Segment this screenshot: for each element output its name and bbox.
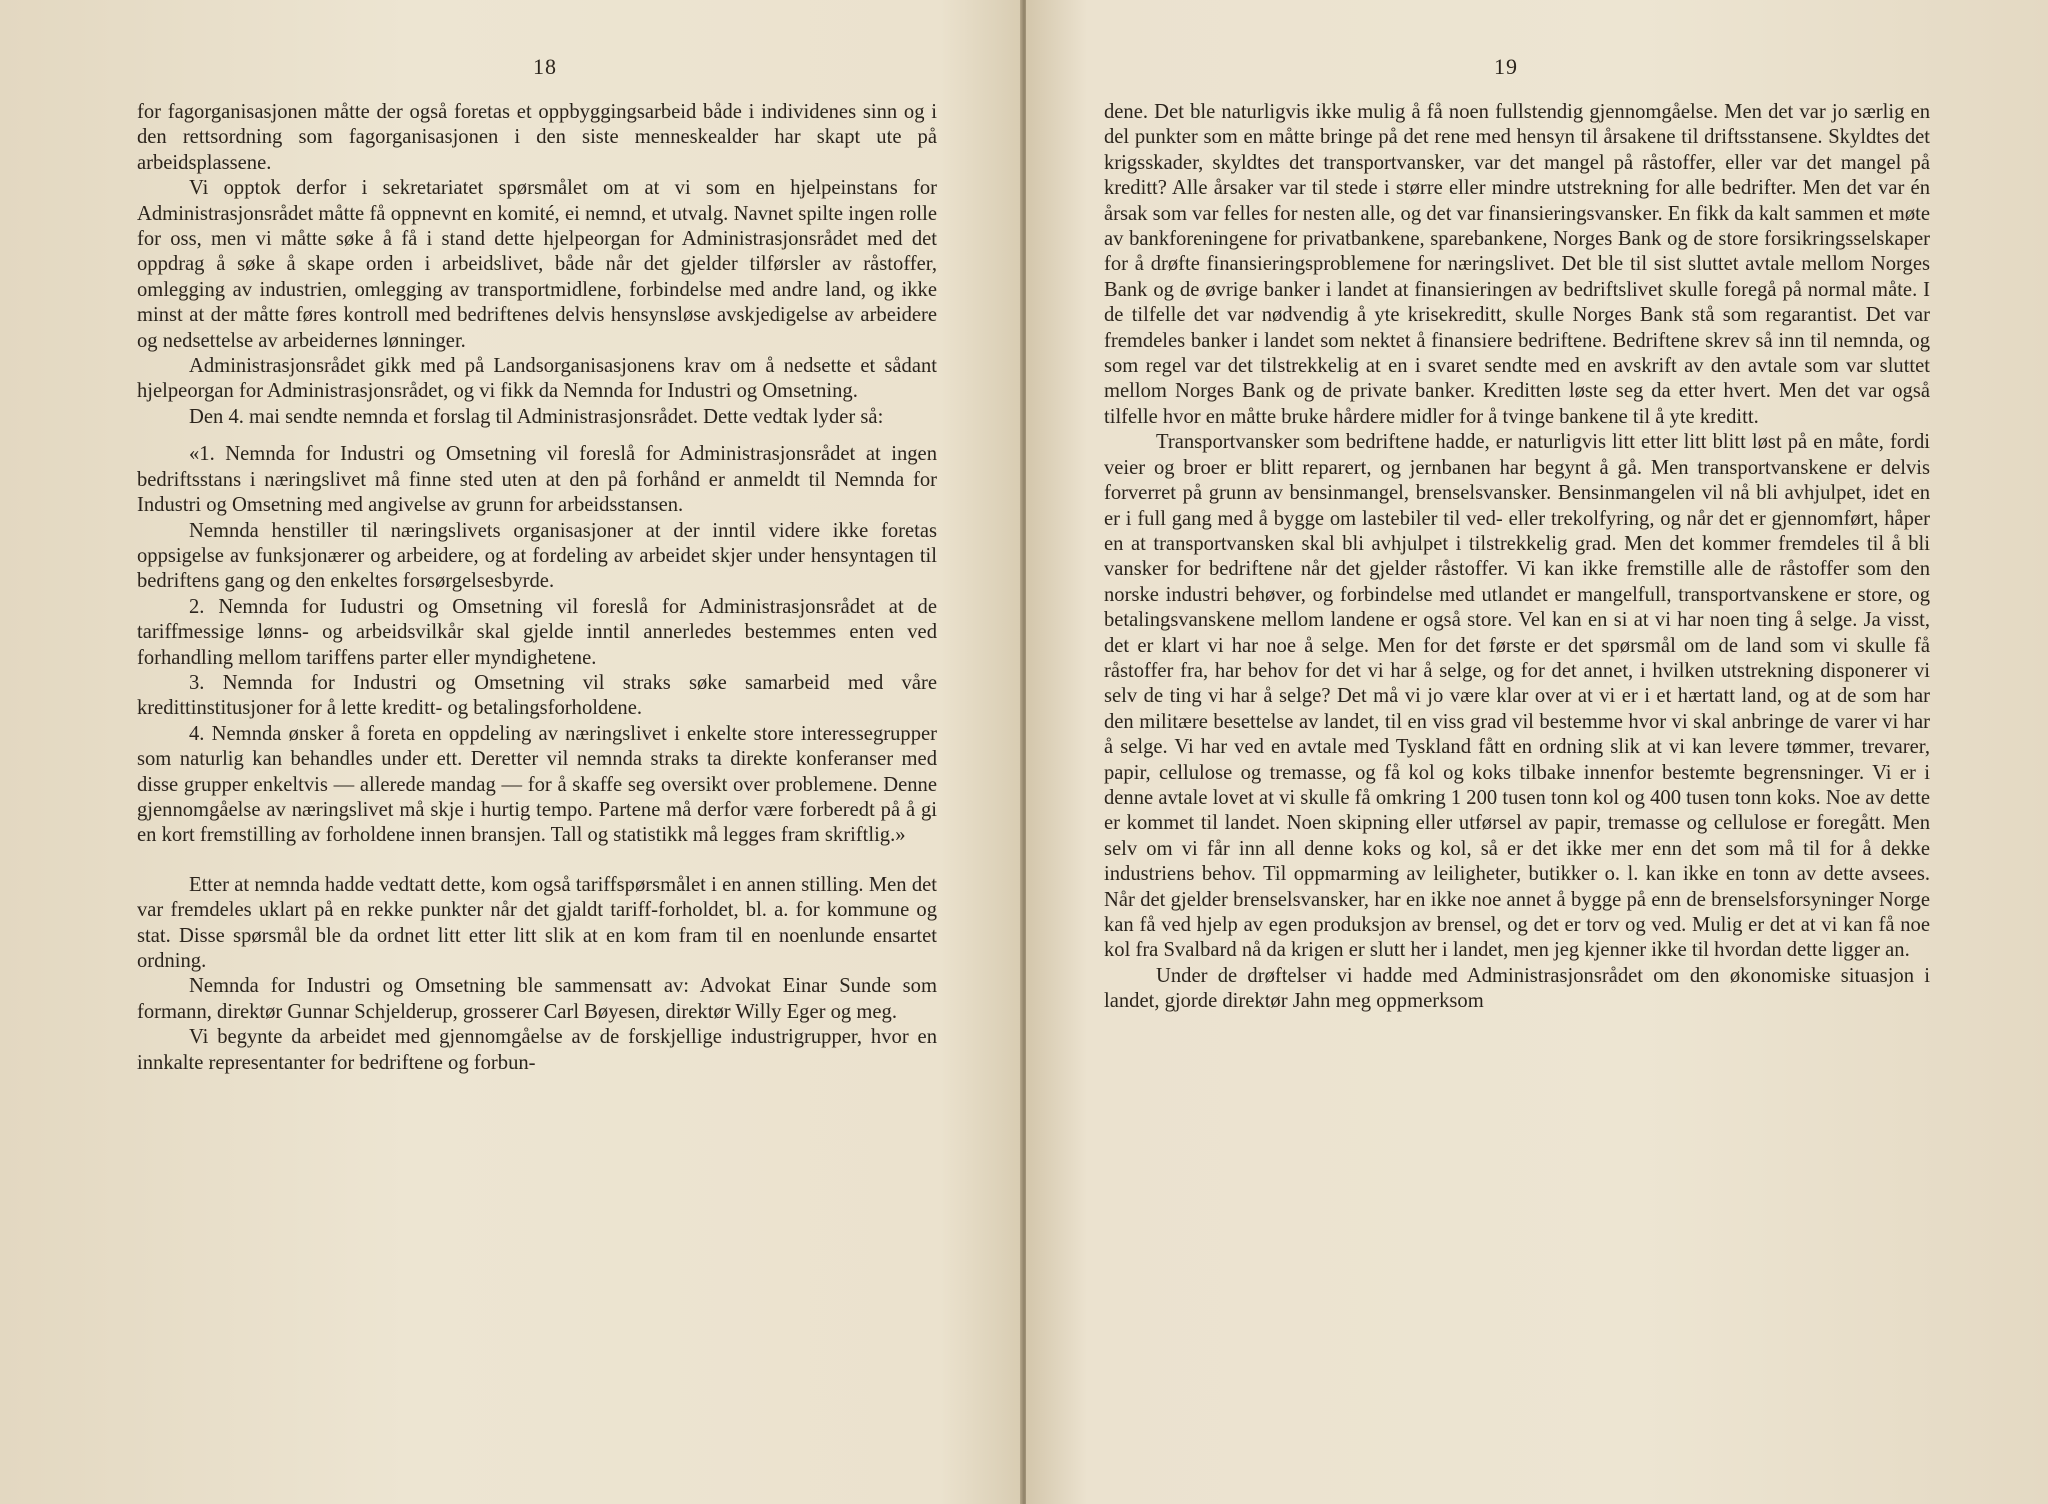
quoted-paragraph: Nemnda henstiller til næringslivets organisasjoner at der inntil videre ikke foretas oppsigelse av funksjonærer og arbeidere, og at fordeling av arbeidet skjer under hensyntagen til bedriftens gang og den enkeltes forsørgelsesbyrde.	[137, 519, 937, 593]
right-page	[1026, 0, 2048, 1504]
paragraph: Nemnda for Industri og Omsetning ble sammensatt av: Advokat Einar Sunde som formann, direktør Gunnar Schjelderup, grosserer Carl Bøyesen, direktør Willy Eger og meg.	[137, 975, 937, 1023]
paragraph: Administrasjonsrådet gikk med på Landsorganisasjonens krav om å nedsette et sådant hjelpeorgan for Administrasjonsrådet, og vi fikk da Nemnda for Industri og Omsetning.	[137, 355, 937, 403]
page-number: 18	[533, 54, 557, 79]
page-number: 19	[1494, 54, 1518, 79]
paragraph: Vi opptok derfor i sekretariatet spørsmålet om at vi som en hjelpeinstans for Administrasjonsrådet måtte få oppnevnt en komité, ei nemnd, et utvalg. Navnet spilte ingen rolle for oss, men vi måtte søke å få i stand dette hjelpeorgan for Administrasjonsrådet med det oppdrag å søke å skape orden i arbeidslivet, både når det gjelder tilførsler av råstoffer, omlegging av industrien, omlegging av transportmidlene, forbindelse med andre land, og ikke minst at der måtte føres kontroll med bedriftenes delvis hensynsløse avskjedigelse av arbeidere og nedsettelse av arbeidernes lønninger.	[137, 177, 937, 352]
paragraph: Transportvansker som bedriftene hadde, er naturligvis litt etter litt blitt løst på en måte, fordi veier og broer er blitt reparert, og jernbanen har begynt å gå. Men transportvanskene er delvis forverret på grunn av bensinmangel, brenselsvansker. Bensinmangelen vil nå bli avhjulpet, idet en er i full gang med å bygge om lastebiler til ved- eller trekolfyring, og når det er gjennomført, håper en at transportvansken skal bli avhjulpet i tilstrekkelig grad. Men det kommer fremdeles til å bli vansker for bedriftene når det gjelder råstoffer. Vi kan ikke fremstille alle de råstoffer som den norske industri behøver, og forbindelse med utlandet er mangelfull, transportvanskene er store, og betalingsvanskene mellom landene er også store. Vel kan en si at vi har noen ting å selge. Ja visst, det er klart vi har noe å selge. Men for det første er det spørsmål om de land som vi skulle få råstoffer fra, har behov for det vi har å selge, og for det annet, i hvilken utstrekning disponerer vi selv de ting vi har å selge? Det må vi jo være klar over at vi er i et hærtatt land, og at de som har den militære besettelse av landet, til en viss grad vil bestemme hvor vi skal anbringe de varer vi har å selge. Vi har ved en avtale med Tyskland fått en ordning slik at vi kan levere tømmer, trevarer, papir, cellulose og tremasse, og få kol og koks tilbake innenfor bestemte begrensninger. Vi er i denne avtale lovet at vi skulle få omkring 1 200 tusen tonn kol og 400 tusen tonn koks. Noe av dette er kommet til landet. Noen skipning eller utførsel av papir, tremasse og cellulose er foregått. Men selv om vi får inn all denne koks og kol, så er det ikke mer enn det som må til for å dekke industriens behov. Til oppmarming av leiligheter, butikker o. l. kan ikke en tonn av dette avsees. Når det gjelder brenselsvansker, har en ikke noe annet å bygge på enn de brenselsforsyninger Norge kan få ved hjelp av egen produksjon av brensel, og det er torv og ved. Mulig er det at vi kan få noe kol fra Svalbard nå da krigen er slutt her i landet, men jeg kjenner ikke til hvordan dette ligger an.	[1104, 431, 1930, 962]
paragraph: Vi begynte da arbeidet med gjennomgåelse av de forskjellige industrigrupper, hvor en innkalte representanter for bedriftene og forbun-	[137, 1026, 937, 1074]
paragraph: dene. Det ble naturligvis ikke mulig å få noen fullstendig gjennomgåelse. Men det var jo særlig en del punkter som en måtte bringe på det rene med hensyn til årsakene til driftsstansene. Skyldtes det krigsskader, skyldtes det transportvansker, var det mangel på råstoffer, eller var det mangel på kreditt? Alle årsaker var til stede i større eller mindre utstrekning for alle bedrifter. Men det var én årsak som var felles for nesten alle, og det var finansieringsvansker. En fikk da kalt sammen et møte av bankforeningene for privatbankene, sparebankene, Norges Bank og de store forsikringsselskaper for å drøfte finansieringsproblemene for næringslivet. Det ble til sist sluttet avtale mellom Norges Bank og de øvrige banker i landet at finansieringen av bedriftslivet skulle foregå på normal måte. I de tilfelle det var nødvendig å yte krisekreditt, skulle Norges Bank stå som regarantist. Det var fremdeles banker i landet som nektet å finansiere bedriftene. Bedriftene skrev så inn til nemnda, og som regel var det tilstrekkelig at en i svaret sendte med en avskrift av den avtale som var sluttet mellom Norges Bank og de private banker. Kreditten løste seg da etter hvert. Men det var også tilfelle hvor en måtte bruke hårdere midler for å tvinge bankene til å yte kreditt.	[1104, 101, 1930, 428]
quoted-paragraph: 2. Nemnda for Iudustri og Omsetning vil foreslå for Administrasjonsrådet at de tariffmessige lønns- og arbeidsvilkår skal gjelde inntil annerledes bestemmes enten ved forhandling mellom tariffens parter eller myndighetene.	[137, 595, 937, 669]
paragraph: for fagorganisasjonen måtte der også foretas et oppbyggingsarbeid både i individenes sinn og i den rettsordning som fagorganisasjonen i den siste menneskealder har skapt ute på arbeidsplassene.	[137, 101, 937, 174]
body-text	[137, 100, 937, 1076]
paragraph: Den 4. mai sendte nemnda et forslag til Administrasjonsrådet. Dette vedtak lyder så:	[189, 405, 884, 428]
paragraph: Etter at nemnda hadde vedtatt dette, kom også tariffspørsmålet i en annen stilling. Men det var fremdeles uklart på en rekke punkter når det gjaldt tariff-forholdet, bl. a. for kommune og stat. Disse spørsmål ble da ordnet litt etter litt slik at en kom fram til en noenlunde ensartet ordning.	[137, 873, 937, 972]
left-page	[0, 0, 1022, 1504]
quoted-paragraph: 3. Nemnda for Industri og Omsetning vil straks søke samarbeid med våre kredittinstitusjoner for å lette kreditt- og betalingsforholdene.	[137, 671, 937, 720]
body-text	[1104, 100, 1930, 1015]
quoted-paragraph: 4. Nemnda ønsker å foreta en oppdeling av næringslivet i enkelte store interessegrupper som naturlig kan behandles under ett. Deretter vil nemnda straks ta direkte konferanser med disse grupper enkeltvis — allerede mandag — for å skaffe seg oversikt over problemene. Denne gjennomgåelse av næringslivet må skje i hurtig tempo. Partene må derfor være forberedt på å gi en kort fremstilling av forholdene innen bransjen. Tall og statistikk må legges fram skriftlig.»	[137, 722, 937, 847]
quoted-paragraph: «1. Nemnda for Industri og Omsetning vil foreslå for Administrasjonsrådet at ingen bedriftsstans i næringslivet må finne sted uten at den på forhånd er anmeldt til Nemnda for Industri og Omsetning med angivelse av grunn for arbeidsstansen.	[137, 443, 937, 517]
paragraph: Under de drøftelser vi hadde med Administrasjonsrådet om den økonomiske situasjon i landet, gjorde direktør Jahn meg oppmerksom	[1104, 964, 1930, 1013]
